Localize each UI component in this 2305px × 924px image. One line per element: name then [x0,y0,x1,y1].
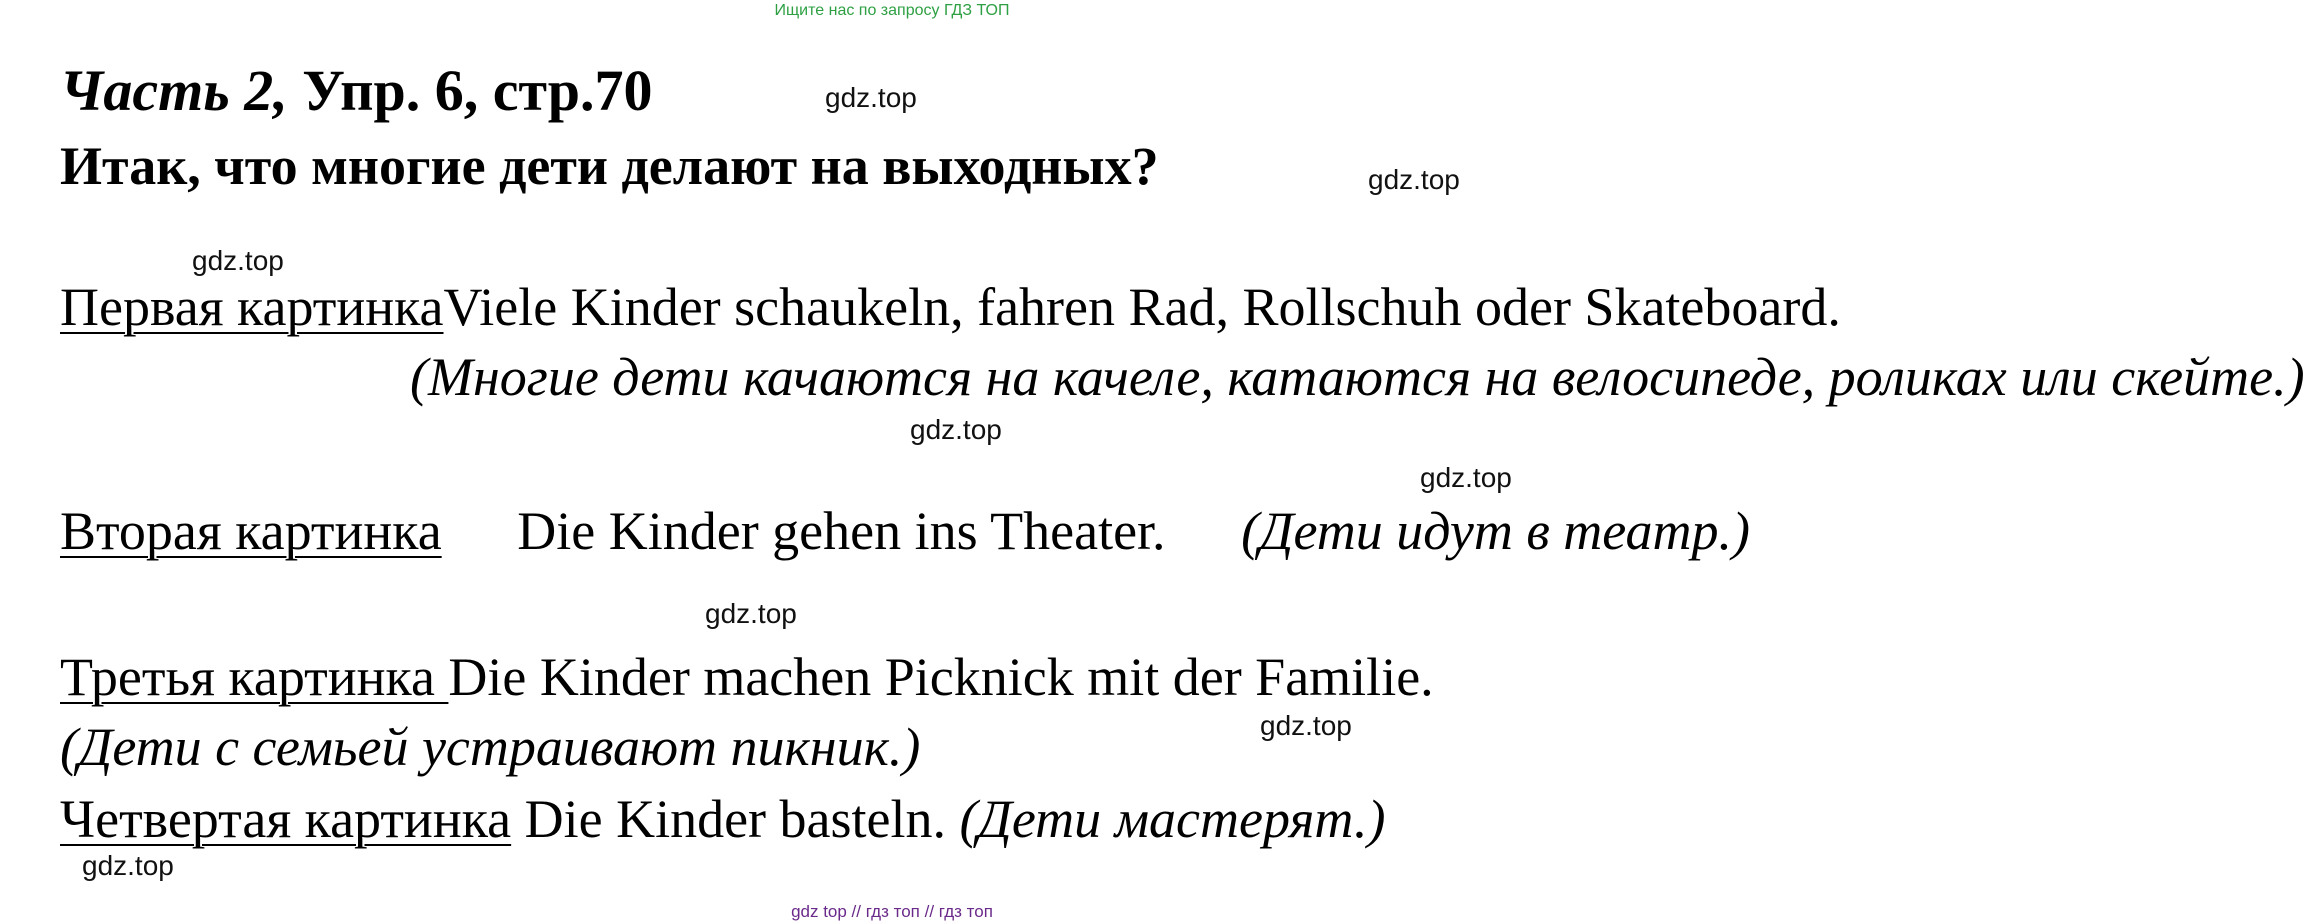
footer-link[interactable]: gdz top [791,902,847,921]
answer-3-translation: (Дети с семьей устраивают пикник.) [60,717,921,777]
page-title [60,58,652,124]
watermark: gdz.top [1368,164,1460,195]
answer-1-german: Viele Kinder schaukeln, fahren Rad, Rollschuh oder Skateboard. [443,277,1841,337]
answer-4-text [60,784,1750,854]
answer-2-label: Вторая картинка [60,501,442,561]
answer-4-translation: (Дети мастерят.) [959,789,1386,849]
answer-2-german: Die Kinder gehen ins Theater. [517,501,1166,561]
answer-2-translation: (Дети идут в театр.) [1241,501,1750,561]
watermark: gdz.top [910,414,1002,445]
watermark: gdz.top [825,82,917,113]
footer-link[interactable]: гдз топ [865,902,920,921]
title-exercise: Упр. 6, стр.70 [302,58,653,123]
title-part: Часть 2, [60,58,288,123]
watermark: gdz.top [705,598,797,629]
answer-3-text [60,642,1750,712]
answer-3-german: Die Kinder machen Picknick mit der Familie. [448,647,1434,707]
footer-link[interactable]: гдз топ [938,902,993,921]
exercise-question: Итак, что многие дети делают на выходных? [60,136,1159,196]
top-banner: Ищите нас по запросу ГДЗ ТОП [774,2,1010,19]
watermark: gdz.top [82,850,174,881]
answer-3-label: Третья картинка [60,647,449,707]
watermark: gdz.top [1420,462,1512,493]
answer-1-text [60,272,1841,342]
answer-1-label: Первая картинка [60,277,444,337]
answer-4-label: Четвертая картинка [60,789,512,849]
watermark: gdz.top [1260,710,1352,741]
footer-links: gdz top // гдз топ // гдз топ [791,902,993,921]
watermark: gdz.top [192,245,284,276]
answer-2-text [60,496,1750,566]
answer-1-translation: (Многие дети качаются на качеле, катаются на велосипеде, роликах или скейте.) [410,347,2305,407]
answer-4-german: Die Kinder basteln. [524,789,946,849]
